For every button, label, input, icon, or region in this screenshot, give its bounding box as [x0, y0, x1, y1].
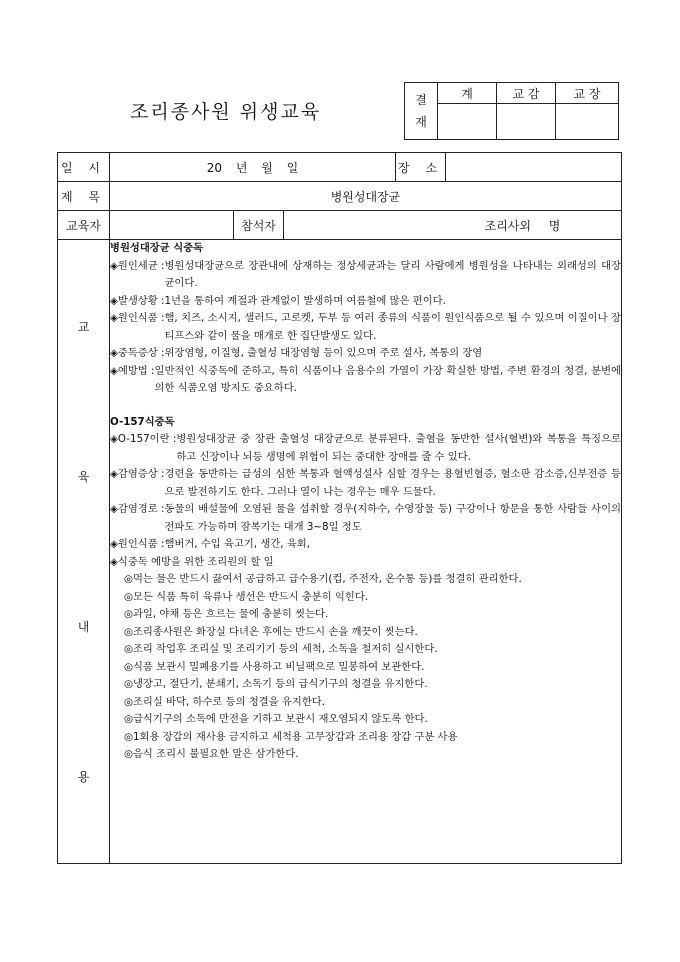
prevention-item: ◎과일, 야채 등은 흐르는 물에 충분히 씻는다.	[124, 608, 329, 620]
approval-sign-1	[438, 104, 497, 140]
prevention-item: ◎모든 식품 특히 육류나 생선은 반드시 충분히 익힌다.	[124, 590, 369, 603]
prevention-item: ◎냉장고, 절단기, 분쇄기, 소독기 등의 급식기구의 청결을 유지한다.	[124, 678, 428, 690]
prevention-item: ◎음식 조리시 불필요한 말은 삼가한다.	[124, 748, 299, 760]
approval-col-3: 교 장	[556, 83, 619, 104]
attendees-label: 참석자	[234, 211, 284, 240]
item-text: 일반적인 식중독에 준하고, 특히 식품이나 음용수의 가열이 가장 확실한 방법, 주변 환경의 청결, 분변에 의한 식품오염 방지도 중요하다.	[154, 364, 621, 394]
page-title: 조리종사원 위생교육	[130, 101, 322, 123]
item-key: ◈중독증상 :	[110, 347, 165, 359]
item-key: ◈감염증상 :	[110, 468, 165, 480]
approval-col-2: 교 감	[497, 83, 556, 104]
section1-item	[110, 363, 621, 398]
section2-heading: O-157식중독	[110, 415, 175, 428]
section2-item	[110, 431, 621, 466]
item-key: ◈감염경로 :	[110, 503, 165, 515]
approval-col-1: 계	[438, 83, 497, 104]
approval-sign-3	[556, 104, 619, 140]
training-form	[57, 152, 622, 864]
item-text: 동물의 배설물에 오염된 물을 섭취할 경우(지하수, 수영장물 등) 구강이나 항문을 통한 사람들 사이의 전파도 가능하며 잠복기는 대개 3~8일 정도	[164, 503, 621, 533]
content-side-label	[58, 240, 110, 864]
approval-label-2: 재	[415, 115, 427, 129]
trainer-label: 교육자	[58, 211, 110, 240]
subject-label: 제 목	[58, 182, 110, 211]
item-key: ◈원인세균 :	[110, 259, 165, 272]
date-label: 일 시	[58, 153, 110, 182]
item-text: 햄, 치즈, 소시지, 샐러드, 고로켓, 두부 등 여러 종류의 식품이 원인식품으로 될 수 있으며 이질이나 장티프스와 같이 물을 매개로 한 집단발생도 있다.	[164, 312, 621, 342]
item-text: 1년을 통하여 계절과 관계없이 발생하며 여름철에 많은 편이다.	[164, 294, 446, 307]
prevention-item: ◎식품 보관시 밀폐용기를 사용하고 비닐팩으로 밀봉하여 보관한다.	[124, 660, 425, 673]
subject-value: 병원성대장균	[110, 182, 622, 211]
prevention-item: ◎조리실 바닥, 하수로 등의 청결을 유지한다.	[124, 695, 325, 708]
approval-label-1: 결	[415, 93, 427, 107]
item-key: ◈O-157이란 :	[110, 433, 177, 445]
section2-item	[110, 536, 621, 554]
side-char-4: 용	[77, 770, 90, 784]
section2-item	[110, 501, 621, 536]
attendees-value: 조리사외 명	[284, 211, 622, 240]
item-text: 햄버거, 수입 육고기, 생간, 육회,	[164, 538, 310, 550]
section1-item	[110, 345, 621, 363]
item-text: 병원성대장균 중 장관 출혈성 대장균으로 분류된다. 출혈을 동반한 설사(혈변)와 복통을 특징으로 하고 신장이나 뇌등 생명에 위협이 되는 중대한 장애를 줄 수 있다.	[176, 433, 621, 463]
approval-label	[405, 83, 438, 140]
item-key: ◈예방법 :	[110, 364, 155, 377]
prevention-item: ◎1회용 장갑의 재사용 금지하고 세척용 고무장갑과 조리용 장갑 구분 사용	[124, 730, 458, 743]
approval-box	[404, 82, 619, 140]
date-value: 20 년 월 일	[110, 153, 396, 182]
item-key: ◈발생상황 :	[110, 294, 165, 307]
item-key: ◈원인식품 :	[110, 312, 165, 324]
trainer-value	[110, 211, 234, 240]
prevention-item: ◎조리 작업후 조리실 및 조리기기 등의 세척, 소독을 철저히 실시한다.	[124, 643, 438, 655]
section1-item	[110, 310, 621, 345]
section2-item	[110, 466, 621, 501]
item-text: 병원성대장균으로 장관내에 상재하는 정상세균과는 달리 사람에게 병원성을 나타내는 외래성의 대장균이다.	[164, 259, 621, 289]
place-value	[446, 153, 622, 182]
prevention-item: ◎조리종사원은 화장실 다녀온 후에는 반드시 손을 깨끗이 씻는다.	[124, 625, 418, 638]
item-key: ◈원인식품 :	[110, 538, 165, 550]
side-char-3: 내	[77, 620, 90, 634]
prevention-heading: ◈식중독 예방을 위한 조리원의 할 일	[110, 555, 274, 568]
section1-item	[110, 258, 621, 293]
item-text: 위장염형, 이질형, 출혈성 대장염형 등이 있으며 주로 설사, 복통의 장염	[164, 347, 483, 359]
content-body	[110, 240, 622, 864]
prevention-item: ◎급식기구의 소독에 만전을 기하고 보관시 재오염되지 않도록 한다.	[124, 713, 428, 725]
section1-heading: 병원성대장균 식중독	[110, 242, 204, 254]
item-text: 경련을 동반하는 급성의 심한 복통과 혈액성설사 심할 경우는 용혈빈혈증, 혈소판 감소증,신부전증 등으로 발전하기도 한다. 그러나 열이 나는 경우는 매우 드물다.	[164, 468, 621, 498]
side-char-1: 교	[77, 320, 90, 334]
side-char-2: 육	[77, 470, 90, 484]
approval-sign-2	[497, 104, 556, 140]
place-label: 장 소	[396, 153, 446, 182]
prevention-item: ◎먹는 물은 반드시 끓여서 공급하고 급수용기(컵, 주전자, 온수통 등)를 청결히 관리한다.	[124, 573, 522, 585]
section1-item	[110, 293, 621, 311]
